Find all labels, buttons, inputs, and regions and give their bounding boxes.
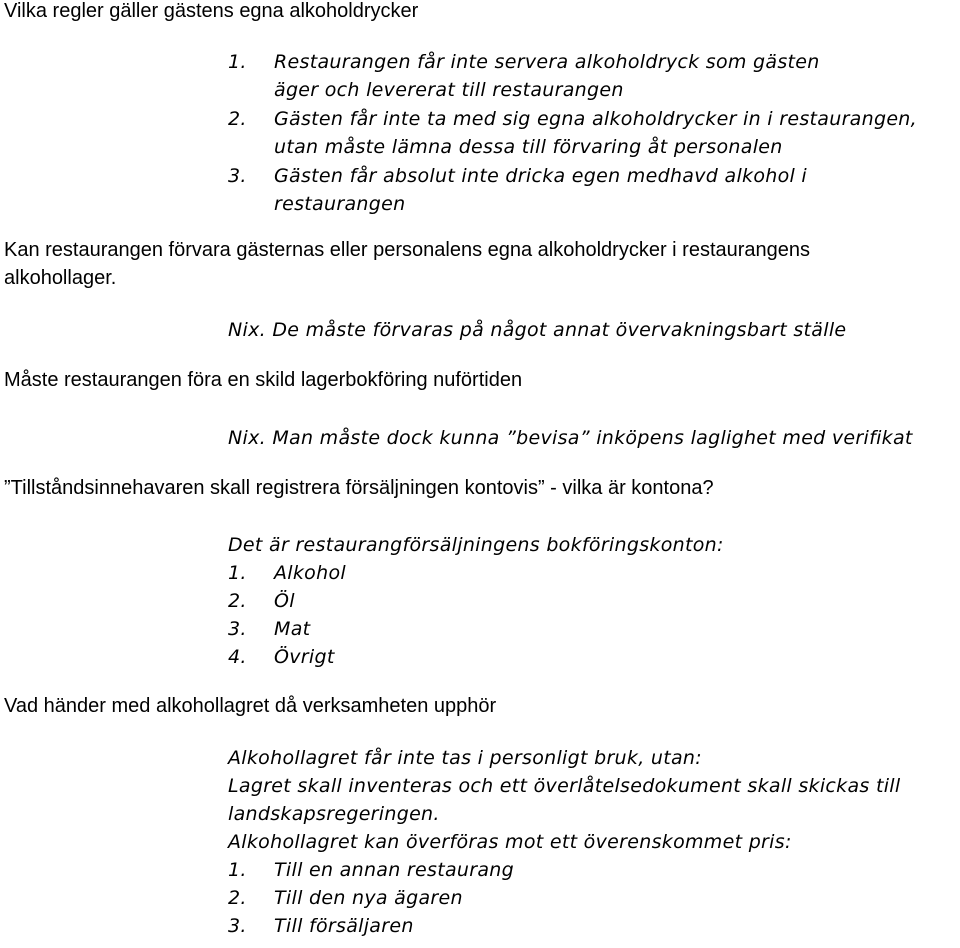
- item-text: Till en annan restaurang: [274, 859, 514, 881]
- item-text: Till försäljaren: [274, 915, 414, 937]
- item-text-continued: utan måste lämna dessa till förvaring åt personalen: [274, 136, 783, 158]
- item-number: 4.: [228, 646, 247, 668]
- question-2-line-2: alkohollager.: [4, 267, 117, 289]
- item-text: Öl: [274, 590, 295, 612]
- item-number: 1.: [228, 51, 247, 73]
- item-text: Restaurangen får inte servera alkoholdryck som gästen: [274, 51, 820, 73]
- item-text: Alkohol: [274, 562, 346, 584]
- item-number: 2.: [228, 590, 247, 612]
- question-4: ”Tillståndsinnehavaren skall registrera försäljningen kontovis” - vilka är kontona?: [4, 477, 714, 499]
- item-number: 3.: [228, 915, 247, 937]
- item-text-continued: äger och levererat till restaurangen: [274, 79, 624, 101]
- answer-1-item-1: [228, 48, 820, 104]
- item-text: Gästen får absolut inte dricka egen medhavd alkohol i: [274, 165, 808, 187]
- item-text: Till den nya ägaren: [274, 887, 463, 909]
- account-item: [228, 643, 724, 671]
- question-1: Vilka regler gäller gästens egna alkoholdrycker: [4, 0, 419, 22]
- answer-5-line: landskapsregeringen.: [228, 803, 440, 825]
- answer-5-line: Alkohollagret får inte tas i personligt bruk, utan:: [228, 747, 702, 769]
- question-2: [4, 236, 810, 292]
- question-5: Vad händer med alkohollagret då verksamheten upphör: [4, 695, 497, 717]
- question-3: Måste restaurangen föra en skild lagerbokföring nuförtiden: [4, 369, 523, 391]
- answer-4: [228, 531, 724, 671]
- item-text-continued: restaurangen: [274, 193, 406, 215]
- item-number: 2.: [228, 887, 247, 909]
- item-number: 1.: [228, 859, 247, 881]
- answer-1-item-3: [228, 162, 807, 218]
- item-number: 3.: [228, 618, 247, 640]
- answer-5: [228, 744, 900, 940]
- account-item: [228, 559, 724, 587]
- account-item: [228, 587, 724, 615]
- item-number: 1.: [228, 562, 247, 584]
- item-text: Mat: [274, 618, 311, 640]
- option-item: [228, 912, 900, 940]
- answer-3: Nix. Man måste dock kunna ”bevisa” inköpens laglighet med verifikat: [228, 427, 913, 449]
- item-number: 3.: [228, 165, 247, 187]
- answer-5-line: Alkohollagret kan överföras mot ett överenskommet pris:: [228, 831, 792, 853]
- option-item: [228, 856, 900, 884]
- option-item: [228, 884, 900, 912]
- answer-5-line: Lagret skall inventeras och ett överlåtelsedokument skall skickas till: [228, 775, 901, 797]
- answer-2: Nix. De måste förvaras på något annat övervakningsbart ställe: [228, 319, 847, 341]
- item-text: Övrigt: [274, 646, 335, 668]
- answer-1-item-2: [228, 105, 917, 161]
- account-item: [228, 615, 724, 643]
- accounts-intro: Det är restaurangförsäljningens bokföringskonton:: [228, 534, 724, 556]
- item-text: Gästen får inte ta med sig egna alkoholdrycker in i restaurangen,: [274, 108, 917, 130]
- item-number: 2.: [228, 108, 247, 130]
- question-2-line-1: Kan restaurangen förvara gästernas eller personalens egna alkoholdrycker i restaurangens: [4, 239, 811, 261]
